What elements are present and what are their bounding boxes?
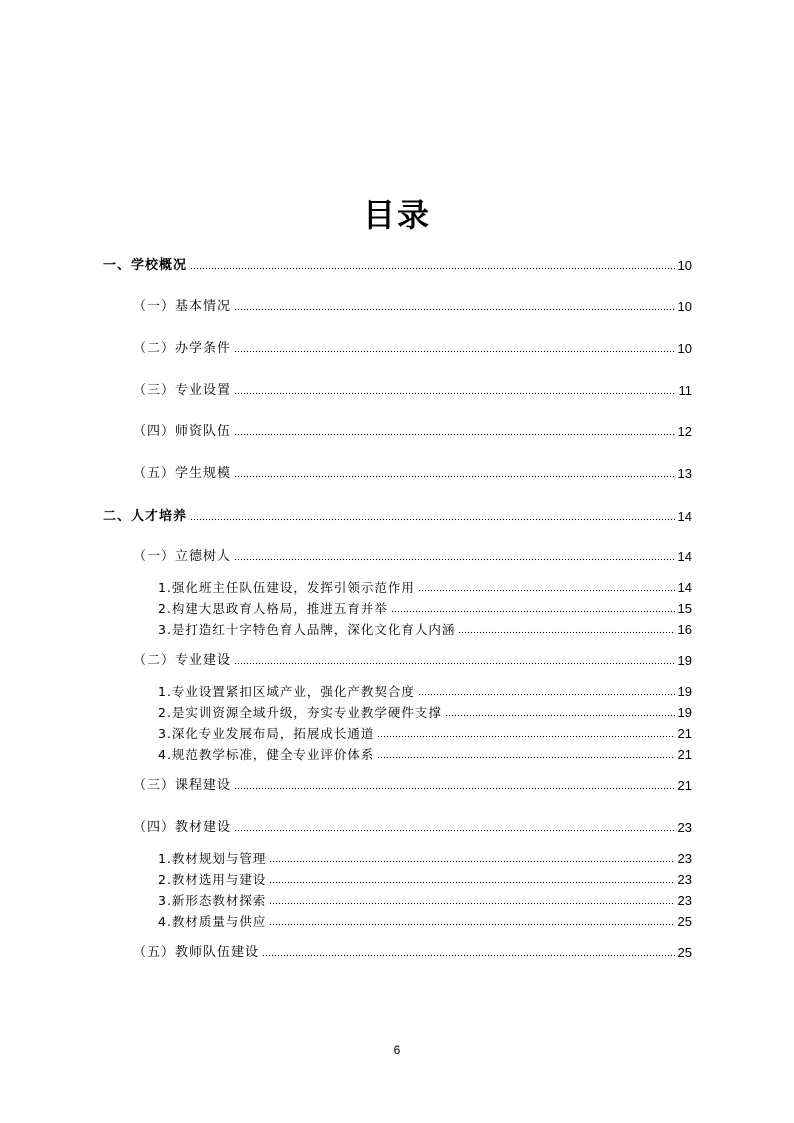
toc-entry-page: 23 [677, 893, 692, 908]
toc-entry-page: 21 [677, 778, 692, 793]
toc-entry-text: 3.新形态教材探索 [158, 893, 267, 908]
toc-entry[interactable] [133, 339, 692, 357]
toc-entry-page: 25 [677, 914, 692, 929]
toc-entry-text: （五）学生规模 [133, 466, 232, 481]
toc-entry-page: 10 [677, 341, 692, 356]
toc-entry-page: 23 [677, 872, 692, 887]
toc-leader-dots [190, 518, 675, 521]
toc-entry[interactable] [103, 256, 692, 274]
toc-entry-text: 1.强化班主任队伍建设，发挥引领示范作用 [158, 580, 415, 595]
toc-entry-text: （一）基本情况 [133, 299, 232, 314]
toc-leader-dots [262, 954, 675, 957]
toc-entry[interactable] [133, 776, 692, 794]
toc-entry-page: 11 [678, 383, 692, 398]
toc-entry-page: 19 [677, 684, 692, 699]
toc-leader-dots [418, 693, 675, 696]
toc-entry-page: 13 [677, 466, 692, 481]
toc-entry-page: 19 [677, 653, 692, 668]
toc-entry-text: 4.教材质量与供应 [158, 914, 267, 929]
toc-entry-text: （三）课程建设 [133, 778, 232, 793]
toc-leader-dots [377, 756, 674, 759]
toc-entry-page: 14 [677, 580, 692, 595]
toc-entry-page: 25 [677, 945, 692, 960]
toc-entry-text: 3.是打造红十字特色育人品牌，深化文化育人内涵 [158, 622, 456, 637]
toc-entry-page: 23 [677, 820, 692, 835]
toc-entry-page: 15 [677, 601, 692, 616]
toc-entry-page: 21 [677, 726, 692, 741]
toc-entry[interactable] [158, 682, 692, 700]
toc-entry[interactable] [133, 547, 692, 565]
page-number: 6 [393, 1043, 401, 1057]
toc-leader-dots [234, 433, 675, 436]
toc-leader-dots [391, 610, 675, 613]
toc-entry-text: （二）专业建设 [133, 653, 232, 668]
toc-entry-page: 10 [677, 299, 692, 314]
toc-entry-text: 2.构建大思政育人格局，推进五育并举 [158, 601, 388, 616]
toc-entry-text: 4.规范教学标准，健全专业评价体系 [158, 747, 375, 762]
toc-leader-dots [234, 308, 675, 311]
toc-entry[interactable] [133, 651, 692, 669]
toc-leader-dots [190, 267, 675, 270]
toc-entry[interactable] [158, 724, 692, 742]
toc-entry[interactable] [158, 599, 692, 617]
toc-leader-dots [418, 589, 675, 592]
toc-entry-page: 12 [677, 424, 692, 439]
toc-entry-page: 23 [677, 851, 692, 866]
toc-entry[interactable] [158, 745, 692, 763]
toc-leader-dots [269, 881, 674, 884]
toc-title: 目录 [362, 196, 431, 234]
toc-entry[interactable] [133, 943, 692, 961]
toc-entry-text: （四）教材建设 [133, 820, 232, 835]
toc-entry[interactable] [103, 507, 692, 525]
toc-entry[interactable] [158, 578, 692, 596]
toc-leader-dots [458, 631, 674, 634]
toc-entry-page: 14 [677, 549, 692, 564]
toc-entry-text: 2.是实训资源全域升级，夯实专业教学硬件支撑 [158, 705, 442, 720]
toc-entry[interactable] [133, 464, 692, 482]
toc-entry-page: 16 [677, 622, 692, 637]
toc-leader-dots [234, 662, 675, 665]
toc-entry-page: 19 [677, 705, 692, 720]
toc-entry[interactable] [133, 818, 692, 836]
toc-entry-text: 1.专业设置紧扣区域产业，强化产教契合度 [158, 684, 415, 699]
toc-entry-page: 21 [677, 747, 692, 762]
toc-entry[interactable] [158, 912, 692, 930]
toc-leader-dots [234, 350, 675, 353]
toc-entry-page: 14 [677, 509, 692, 524]
toc-leader-dots [445, 714, 675, 717]
toc-entry-text: （一）立德树人 [133, 549, 232, 564]
toc-entry-text: （二）办学条件 [133, 341, 232, 356]
toc-leader-dots [234, 787, 675, 790]
toc-leader-dots [377, 735, 674, 738]
toc-entry-page: 10 [677, 258, 692, 273]
toc-entry-text: （四）师资队伍 [133, 424, 232, 439]
toc-entry[interactable] [158, 849, 692, 867]
toc-entry-text: 一、学校概况 [103, 258, 188, 273]
toc-entry-text: （三）专业设置 [133, 383, 232, 398]
toc-entry[interactable] [133, 381, 692, 399]
toc-entry-text: 二、人才培养 [103, 509, 188, 524]
toc-leader-dots [269, 902, 674, 905]
toc-leader-dots [269, 923, 674, 926]
toc-leader-dots [234, 392, 675, 395]
toc-leader-dots [269, 860, 674, 863]
toc-entry-text: 1.教材规划与管理 [158, 851, 267, 866]
toc-entry[interactable] [158, 870, 692, 888]
toc-entry[interactable] [158, 891, 692, 909]
toc-entry-text: 2.教材选用与建设 [158, 872, 267, 887]
toc-entry[interactable] [133, 297, 692, 315]
toc-entry[interactable] [133, 422, 692, 440]
toc-entry[interactable] [158, 703, 692, 721]
toc-entry[interactable] [158, 620, 692, 638]
toc-leader-dots [234, 475, 675, 478]
toc-leader-dots [234, 558, 675, 561]
toc-leader-dots [234, 829, 675, 832]
toc-entry-text: （五）教师队伍建设 [133, 945, 260, 960]
toc-entry-text: 3.深化专业发展布局，拓展成长通道 [158, 726, 375, 741]
